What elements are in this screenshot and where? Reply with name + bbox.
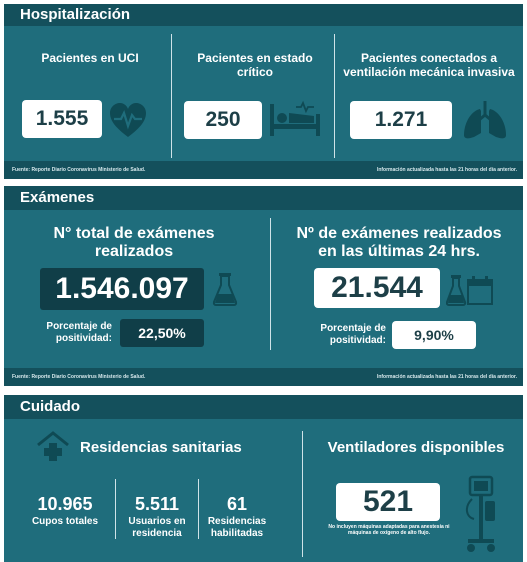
divider <box>302 431 303 557</box>
flask-calendar-icon <box>446 274 494 306</box>
ventiladores-title: Ventiladores disponibles <box>327 439 505 456</box>
cupos-value: 10.965 <box>37 494 93 514</box>
examenes-footer <box>4 368 523 386</box>
total-examenes-label: N° total de exámenes realizados <box>53 225 215 261</box>
usuarios-value: 5.511 <box>134 494 180 514</box>
section-title-examenes: Exámenes <box>4 186 523 210</box>
update-text: Información actualizada hasta las 21 horas del día anterior. <box>376 167 517 173</box>
hospitalizacion-footer <box>4 161 523 179</box>
heart-pulse-icon <box>108 101 148 139</box>
ultimas-24h-value: 21.544 <box>314 268 440 308</box>
ventiladores-value: 521 <box>336 483 440 521</box>
ventilator-icon <box>462 473 502 555</box>
source-text: Fuente: Reporte Diario Coronavirus Ministerio de Salud. <box>12 167 146 173</box>
residencias-title: Residencias sanitarias <box>80 439 242 456</box>
house-medical-icon <box>36 431 70 463</box>
cupos-label: Cupos totales <box>31 516 99 527</box>
habilitadas-value: 61 <box>226 494 248 514</box>
critico-value: 250 <box>184 101 262 139</box>
ultimas-24h-label: Nº de exámenes realizados en las últimas 24 hrs. <box>296 225 502 261</box>
divider <box>171 34 172 158</box>
ventilacion-value: 1.271 <box>350 101 452 139</box>
lungs-icon <box>462 99 508 141</box>
cuidado-section <box>4 395 523 562</box>
uci-label: Pacientes en UCI <box>41 51 139 65</box>
critico-label: Pacientes en estado crítico <box>197 51 313 79</box>
divider <box>334 34 335 158</box>
habilitadas-label: Residencias habilitadas <box>207 516 267 539</box>
uci-value: 1.555 <box>22 100 102 138</box>
source-text: Fuente: Reporte Diario Coronavirus Ministerio de Salud. <box>12 374 146 380</box>
ultimas-positividad-value: 9,90% <box>392 321 476 349</box>
section-title-cuidado: Cuidado <box>4 395 523 419</box>
section-title-hospitalizacion: Hospitalización <box>4 4 523 26</box>
ventiladores-note: No incluyen máquinas adaptadas para anestesia ni máquinas de oxígeno de alto flujo. <box>328 524 450 536</box>
divider <box>270 218 271 350</box>
total-positividad-label: Porcentaje de positividad: <box>46 321 112 344</box>
divider <box>115 479 116 539</box>
examenes-section <box>4 186 523 386</box>
update-text: Información actualizada hasta las 21 horas del día anterior. <box>376 374 517 380</box>
flask-icon <box>212 272 238 306</box>
hospitalizacion-section <box>4 4 523 179</box>
total-positividad-value: 22,50% <box>120 319 204 347</box>
total-examenes-value: 1.546.097 <box>40 268 204 310</box>
usuarios-label: Usuarios en residencia <box>128 516 186 539</box>
ventilacion-label: Pacientes conectados a ventilación mecánica invasiva <box>343 51 515 79</box>
divider <box>198 479 199 539</box>
hospital-bed-icon <box>268 100 324 140</box>
ultimas-positividad-label: Porcentaje de positividad: <box>320 323 386 346</box>
